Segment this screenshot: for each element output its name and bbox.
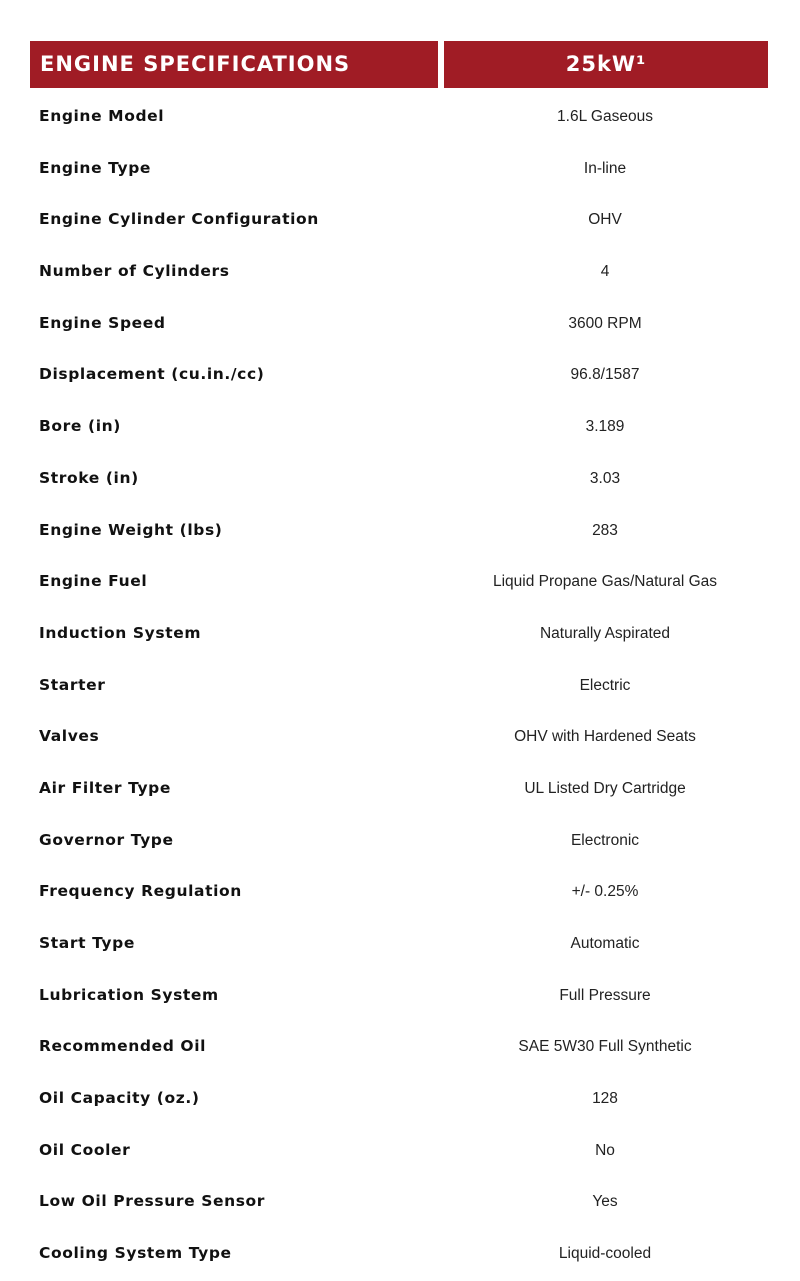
spec-row — [0, 246, 800, 298]
spec-value: 3.03 — [589, 469, 621, 487]
spec-value: 1.6L Gaseous — [557, 108, 653, 125]
spec-label: Low Oil Pressure Sensor — [39, 1192, 266, 1211]
spec-value: Electric — [579, 676, 631, 694]
header-title: ENGINE SPECIFICATIONS — [30, 41, 438, 88]
spec-row — [0, 815, 800, 867]
spec-label: Stroke (in) — [39, 468, 139, 487]
spec-value: OHV with Hardened Seats — [514, 728, 696, 746]
spec-label: Cooling System Type — [39, 1244, 232, 1263]
spec-label: Starter — [39, 675, 106, 694]
spec-row — [0, 143, 800, 195]
header-model: 25kW¹ — [444, 41, 768, 88]
spec-label: Air Filter Type — [39, 778, 171, 797]
spec-row — [0, 763, 800, 815]
spec-value: No — [595, 1141, 615, 1159]
spec-value: 96.8/1587 — [570, 366, 640, 384]
spec-row — [0, 1125, 800, 1177]
spec-table-body — [0, 91, 800, 1280]
spec-row — [0, 660, 800, 712]
spec-row — [0, 866, 800, 918]
spec-row — [0, 298, 800, 350]
spec-label: Engine Cylinder Configuration — [39, 210, 319, 229]
spec-value: +/- 0.25% — [571, 883, 639, 901]
spec-table-header — [30, 41, 768, 88]
spec-row — [0, 608, 800, 660]
spec-label: Lubrication System — [39, 985, 219, 1004]
spec-row — [0, 453, 800, 505]
spec-label: Engine Fuel — [39, 572, 148, 591]
spec-label: Engine Speed — [39, 313, 166, 332]
spec-row — [0, 349, 800, 401]
spec-label: Induction System — [39, 623, 202, 642]
spec-label: Start Type — [39, 934, 135, 952]
spec-row — [0, 91, 800, 143]
spec-value: UL Listed Dry Cartridge — [524, 779, 686, 797]
spec-label: Recommended Oil — [39, 1037, 207, 1056]
spec-row — [0, 1021, 800, 1073]
spec-row — [0, 970, 800, 1022]
spec-value: In-line — [583, 159, 627, 177]
spec-value: Automatic — [570, 935, 640, 952]
spec-label: Engine Type — [39, 158, 152, 177]
spec-row — [0, 918, 800, 970]
spec-row — [0, 194, 800, 246]
spec-label: Engine Model — [39, 107, 165, 125]
spec-row — [0, 1176, 800, 1228]
spec-label: Bore (in) — [39, 417, 121, 436]
spec-label: Oil Cooler — [39, 1140, 131, 1159]
spec-value: OHV — [588, 211, 622, 229]
spec-label: Number of Cylinders — [39, 262, 230, 281]
spec-row — [0, 505, 800, 557]
spec-value: Naturally Aspirated — [539, 624, 671, 642]
spec-label: Valves — [39, 727, 100, 746]
spec-value: 3600 RPM — [568, 314, 642, 332]
spec-value: 3.189 — [585, 418, 625, 436]
spec-value: SAE 5W30 Full Synthetic — [518, 1038, 692, 1056]
spec-label: Displacement (cu.in./cc) — [39, 365, 265, 384]
spec-row — [0, 401, 800, 453]
spec-label: Oil Capacity (oz.) — [39, 1089, 200, 1108]
spec-value: Electronic — [570, 831, 640, 849]
spec-value: Liquid Propane Gas/Natural Gas — [492, 573, 718, 591]
spec-value: 128 — [592, 1090, 618, 1108]
spec-label: Governor Type — [39, 830, 174, 849]
spec-value: Liquid-cooled — [558, 1245, 652, 1263]
spec-value: Yes — [592, 1193, 618, 1211]
spec-row — [0, 1073, 800, 1125]
spec-row — [0, 556, 800, 608]
spec-value: Full Pressure — [559, 986, 651, 1004]
spec-label: Frequency Regulation — [39, 882, 242, 901]
spec-value: 4 — [600, 263, 610, 281]
spec-label: Engine Weight (lbs) — [39, 520, 223, 539]
spec-row — [0, 1228, 800, 1280]
spec-row — [0, 711, 800, 763]
spec-value: 283 — [592, 521, 618, 539]
